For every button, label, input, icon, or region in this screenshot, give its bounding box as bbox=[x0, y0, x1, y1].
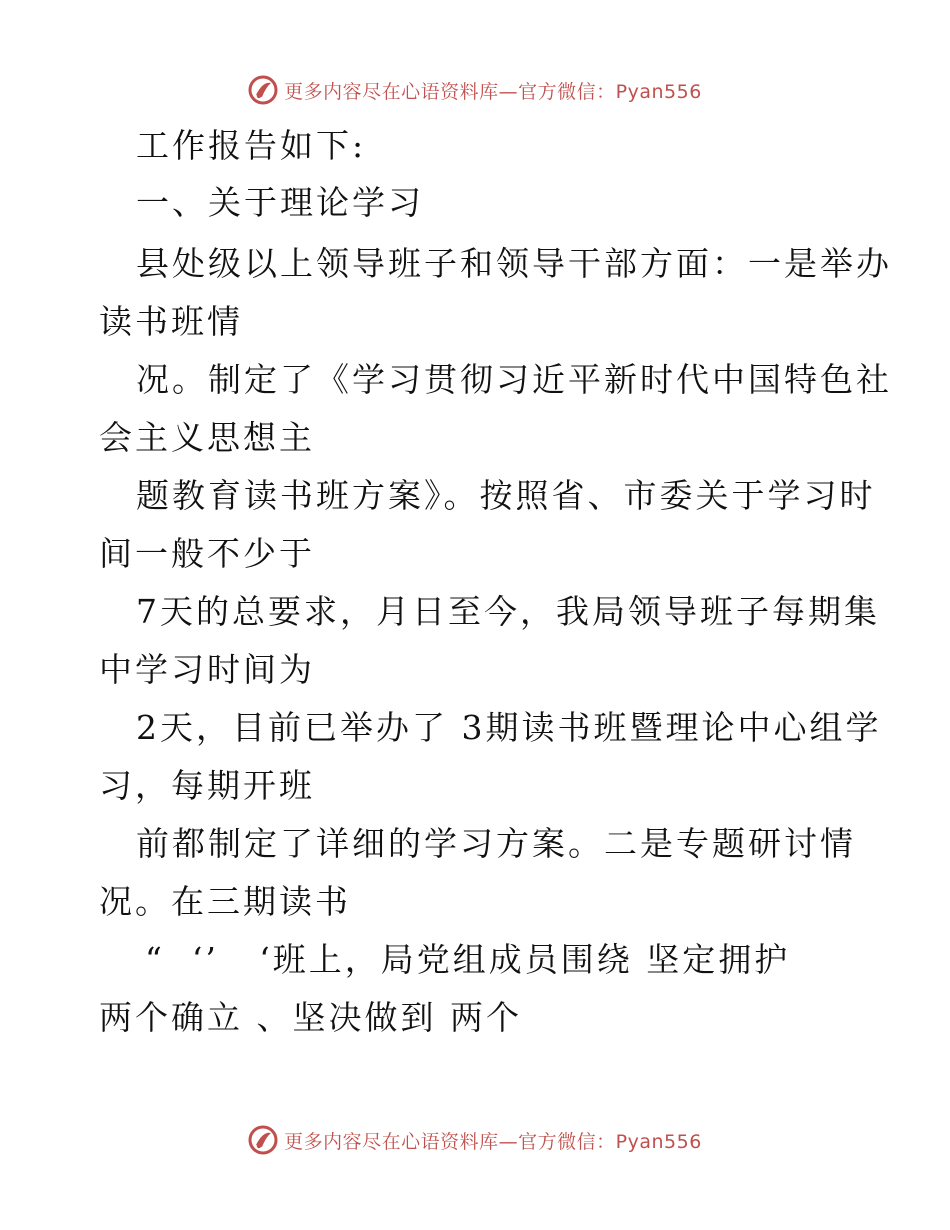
body-line: 题教育读书班方案》。按照省、市委关于学习时 bbox=[136, 476, 876, 515]
body-line: 会主义思想主 bbox=[99, 418, 315, 457]
quill-seal-icon bbox=[248, 1125, 278, 1155]
body-line: 况。制定了《学习贯彻习近平新时代中国特色社 bbox=[136, 360, 892, 399]
body-line: 间一般不少于 bbox=[99, 534, 315, 573]
quill-seal-icon bbox=[248, 75, 278, 105]
body-line: 前都制定了详细的学习方案。二是专题研讨情 bbox=[136, 824, 856, 863]
body-line: 况。在三期读书 bbox=[99, 882, 351, 921]
body-line: 工作报告如下: bbox=[136, 126, 367, 165]
footer-watermark bbox=[0, 1120, 950, 1160]
body-line: 一、关于理论学习 bbox=[136, 183, 424, 222]
body-line: “ ‘’ ‘班上，局党组成员围绕 坚定拥护 bbox=[145, 940, 791, 979]
watermark-text: 更多内容尽在心语资料库—官方微信：Pyan556 bbox=[284, 80, 702, 103]
watermark-text: 更多内容尽在心语资料库—官方微信：Pyan556 bbox=[284, 1130, 702, 1153]
body-line: 县处级以上领导班子和领导干部方面：一是举办 bbox=[136, 244, 892, 283]
body-line: 读书班情 bbox=[99, 302, 243, 341]
body-line: 两个确立 、坚决做到 两个 bbox=[99, 998, 522, 1037]
body-line: 7天的总要求，月日至今，我局领导班子每期集 bbox=[136, 592, 880, 631]
body-line: 中学习时间为 bbox=[99, 650, 315, 689]
body-line: 习，每期开班 bbox=[99, 766, 315, 805]
header-watermark bbox=[0, 70, 950, 110]
body-line: 2天，目前已举办了 3期读书班暨理论中心组学 bbox=[136, 708, 882, 747]
